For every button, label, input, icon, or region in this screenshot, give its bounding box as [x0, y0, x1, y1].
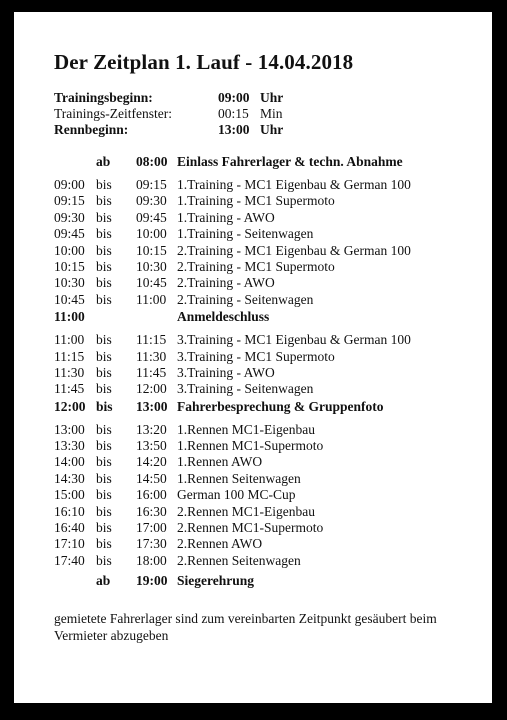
time-from: 09:15 [54, 193, 85, 209]
event-name: 2.Training - MC1 Supermoto [177, 258, 335, 274]
event-name: German 100 MC-Cup [177, 487, 296, 503]
footer-note: gemietete Fahrerlager sind zum vereinbarten Zeitpunkt gesäubert beim Vermieter abzugeben [54, 611, 437, 643]
time-from: 10:30 [54, 275, 85, 291]
time-separator: bis [96, 364, 112, 380]
schedule-row [54, 520, 411, 536]
time-to: 11:15 [136, 332, 167, 348]
schedule-row [54, 177, 411, 193]
event-name: 1.Training - MC1 Eigenbau & German 100 [177, 177, 411, 192]
time-separator: bis [96, 552, 112, 568]
time-to: 10:45 [136, 275, 167, 291]
time-from: 10:15 [54, 258, 85, 274]
time-separator: bis [96, 177, 112, 192]
time-to: 14:20 [136, 454, 167, 470]
time-separator: bis [96, 487, 112, 503]
time-to: 09:15 [136, 177, 167, 192]
meta-block [54, 90, 283, 138]
time-separator: bis [96, 470, 112, 486]
event-name: 2.Rennen MC1-Eigenbau [177, 503, 315, 519]
meta-row [54, 106, 283, 122]
time-separator: bis [96, 438, 112, 454]
time-from: 16:40 [54, 520, 85, 536]
schedule-section-row [54, 398, 411, 415]
meta-row [54, 90, 283, 106]
event-name: Anmeldeschluss [177, 309, 270, 325]
time-from: 09:45 [54, 226, 85, 242]
meta-label: Trainings-Zeitfenster: [54, 106, 172, 121]
schedule-row [54, 275, 411, 291]
meta-label: Trainingsbeginn: [54, 90, 153, 105]
time-separator: bis [96, 348, 112, 364]
time-from: 10:45 [54, 291, 85, 307]
time-separator: bis [96, 536, 112, 552]
time-to: 08:00 [136, 154, 168, 169]
time-from: 12:00 [54, 398, 86, 414]
time-to: 10:30 [136, 258, 167, 274]
time-from: 09:30 [54, 209, 85, 225]
time-from: 11:00 [54, 309, 85, 325]
time-from: 13:30 [54, 438, 85, 454]
event-name: 2.Training - AWO [177, 275, 275, 291]
time-to: 11:00 [136, 291, 167, 307]
schedule-row [54, 422, 411, 438]
meta-time: 00:15 [218, 106, 249, 121]
event-name: 3.Training - Seitenwagen [177, 381, 314, 397]
time-to: 16:30 [136, 503, 167, 519]
time-separator: bis [96, 503, 112, 519]
time-from: 11:15 [54, 348, 85, 364]
event-name: Siegerehrung [177, 573, 254, 589]
time-separator: bis [96, 226, 112, 242]
time-from: 11:30 [54, 364, 85, 380]
schedule-row [54, 210, 411, 226]
time-from: 09:00 [54, 177, 85, 192]
time-from: 10:00 [54, 242, 85, 258]
time-to: 12:00 [136, 381, 167, 397]
schedule-section-row [54, 153, 411, 170]
time-to: 17:00 [136, 520, 167, 536]
time-separator: ab [96, 154, 111, 169]
event-name: 2.Rennen MC1-Supermoto [177, 520, 324, 536]
schedule-row [54, 454, 411, 470]
time-to: 14:50 [136, 470, 167, 486]
event-name: 1.Rennen Seitenwagen [177, 470, 301, 486]
time-separator: bis [96, 520, 112, 536]
time-separator: bis [96, 332, 112, 348]
schedule-row [54, 553, 411, 569]
time-to: 09:30 [136, 193, 167, 209]
event-name: Einlass Fahrerlager & techn. Abnahme [177, 154, 403, 169]
time-to: 13:50 [136, 438, 167, 454]
time-separator: bis [96, 275, 112, 291]
meta-label: Rennbeginn: [54, 122, 129, 137]
time-from: 15:00 [54, 487, 85, 503]
time-separator: bis [96, 454, 112, 470]
schedule-row [54, 292, 411, 308]
meta-time: 09:00 [218, 90, 250, 105]
schedule-row [54, 193, 411, 209]
schedule-row [54, 504, 411, 520]
event-name: Fahrerbesprechung & Gruppenfoto [177, 398, 384, 414]
time-to: 11:45 [136, 364, 167, 380]
meta-unit: Uhr [260, 90, 284, 105]
event-name: 2.Rennen Seitenwagen [177, 552, 301, 568]
event-name: 2.Training - MC1 Eigenbau & German 100 [177, 242, 411, 258]
time-from: 17:10 [54, 536, 85, 552]
event-name: 1.Rennen AWO [177, 454, 263, 470]
schedule-row [54, 332, 411, 348]
time-from: 13:00 [54, 421, 85, 437]
time-from: 11:00 [54, 332, 85, 348]
schedule-row [54, 438, 411, 454]
schedule-row [54, 471, 411, 487]
time-from: 11:45 [54, 381, 85, 397]
time-to: 13:00 [136, 398, 168, 414]
time-separator: bis [96, 193, 112, 209]
time-separator: bis [96, 398, 113, 414]
time-separator: bis [96, 258, 112, 274]
schedule-section-row [54, 308, 411, 325]
time-from: 14:00 [54, 454, 85, 470]
meta-unit: Min [260, 106, 283, 121]
schedule-section-row [54, 573, 411, 589]
event-name: 3.Training - AWO [177, 364, 275, 380]
time-to: 09:45 [136, 209, 167, 225]
schedule-row [54, 487, 411, 503]
time-separator: bis [96, 242, 112, 258]
schedule-row [54, 259, 411, 275]
page-title: Der Zeitplan 1. Lauf - 14.04.2018 [54, 50, 354, 74]
time-from: 16:10 [54, 503, 85, 519]
event-name: 1.Training - AWO [177, 209, 275, 225]
event-name: 3.Training - MC1 Eigenbau & German 100 [177, 332, 411, 348]
schedule-table [54, 153, 411, 590]
time-to: 10:00 [136, 226, 167, 242]
time-to: 18:00 [136, 552, 167, 568]
meta-row [54, 122, 283, 138]
time-to: 13:20 [136, 421, 167, 437]
time-separator: bis [96, 209, 112, 225]
schedule-row [54, 243, 411, 259]
event-name: 2.Training - Seitenwagen [177, 291, 314, 307]
meta-unit: Uhr [260, 122, 284, 137]
time-separator: bis [96, 421, 112, 437]
schedule-row [54, 536, 411, 552]
time-separator: ab [96, 573, 111, 589]
event-name: 2.Rennen AWO [177, 536, 263, 552]
event-name: 1.Training - MC1 Supermoto [177, 193, 335, 209]
time-to: 19:00 [136, 573, 168, 589]
time-to: 16:00 [136, 487, 167, 503]
event-name: 1.Training - Seitenwagen [177, 226, 314, 242]
schedule-row [54, 349, 411, 365]
time-to: 11:30 [136, 348, 167, 364]
schedule-row [54, 365, 411, 381]
time-from: 17:40 [54, 552, 85, 568]
event-name: 3.Training - MC1 Supermoto [177, 348, 335, 364]
meta-time: 13:00 [218, 122, 250, 137]
schedule-row [54, 381, 411, 397]
time-separator: bis [96, 291, 112, 307]
time-to: 10:15 [136, 242, 167, 258]
event-name: 1.Rennen MC1-Eigenbau [177, 421, 315, 437]
time-from: 14:30 [54, 470, 85, 486]
schedule-page [14, 12, 492, 703]
schedule-row [54, 226, 411, 242]
time-to: 17:30 [136, 536, 167, 552]
event-name: 1.Rennen MC1-Supermoto [177, 438, 324, 454]
time-separator: bis [96, 381, 112, 397]
